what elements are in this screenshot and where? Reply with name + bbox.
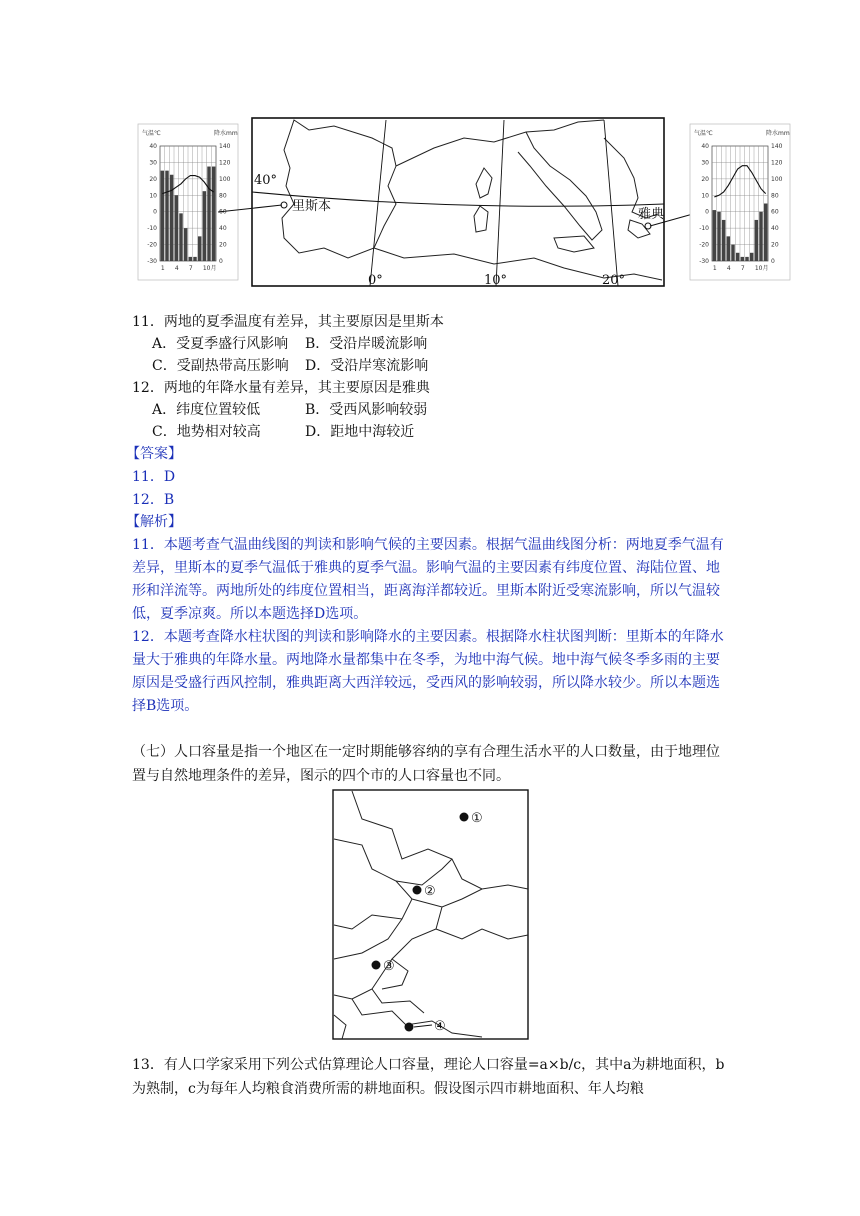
precip-tick-label: 100 (219, 175, 231, 183)
precip-tick-label: 20 (771, 241, 779, 249)
figure-city-map (332, 789, 530, 1041)
precip-bar (722, 220, 725, 261)
precip-bar (741, 257, 744, 261)
precip-tick-label: 60 (219, 208, 227, 216)
question-11-options-row1 (152, 334, 427, 354)
precip-tick-label: 0 (219, 258, 223, 265)
temp-tick-label: 0 (705, 208, 709, 216)
precip-tick-label: 140 (771, 143, 783, 150)
city-3-marker (372, 961, 381, 970)
option-11-c: C．受副热带高压影响 (152, 358, 289, 374)
longitude-label-10: 10° (484, 273, 508, 288)
temp-tick-label: 20 (149, 175, 157, 183)
option-12-b: B．受西风影响较弱 (305, 402, 428, 418)
question-12-options-row2 (152, 422, 414, 442)
precip-bar (745, 257, 748, 261)
climate-chart-lisbon (138, 124, 238, 280)
city-2-label: ② (424, 884, 436, 899)
precip-bar (713, 210, 716, 261)
precip-tick-label: 120 (771, 159, 783, 167)
option-12-c: C．地势相对较高 (152, 424, 261, 440)
precip-bar (198, 236, 201, 261)
temp-tick-label: 20 (701, 175, 709, 183)
precip-bar (727, 236, 730, 261)
answer-12: 12．B (132, 492, 175, 508)
city-4-label: ④ (434, 1019, 446, 1034)
month-tick-label: 7 (188, 265, 193, 272)
option-11-d: D．受沿岸寒流影响 (305, 358, 429, 374)
option-12-a: A．纬度位置较低 (152, 402, 261, 418)
precip-bar (170, 175, 173, 261)
city-1-marker (460, 813, 469, 822)
option-11-b: B．受沿岸暖流影响 (305, 336, 428, 352)
precip-tick-label: 100 (771, 175, 783, 183)
longitude-label-20: 20° (602, 273, 626, 288)
answer-11: 11．D (132, 469, 176, 485)
temp-tick-label: 40 (701, 143, 709, 150)
precip-bar (165, 171, 168, 261)
lisbon-label: 里斯本 (292, 199, 332, 214)
analysis-header: 【解析】 (126, 514, 182, 530)
precip-bar (736, 253, 739, 261)
precip-tick-label: 20 (219, 241, 227, 249)
month-tick-label: 1 (160, 265, 165, 272)
city-3-label: ③ (383, 959, 395, 974)
precip-bar (731, 245, 734, 261)
month-tick-label: 10月 (754, 265, 769, 272)
temp-tick-label: 10 (149, 192, 157, 200)
precip-tick-label: 40 (219, 225, 227, 233)
precip-bar (759, 212, 762, 261)
temp-tick-label: 10 (701, 192, 709, 200)
temp-axis-title: 气温℃ (142, 130, 161, 137)
temp-tick-label: 30 (149, 159, 157, 167)
month-tick-label: 4 (726, 265, 731, 272)
precip-tick-label: 140 (219, 143, 231, 150)
precip-bar (764, 204, 767, 262)
precip-bar (750, 253, 753, 261)
month-tick-label: 7 (740, 265, 745, 272)
analysis-11: 11．本题考查气温曲线图的判读和影响气候的主要因素。根据气温曲线图分析：两地夏季气温有差异，里斯本的夏季气温低于雅典的夏季气温。影响气温的主要因素有纬度位置、海陆位置、地形和洋流等。两地所处的纬度位置相当，距离海洋都较近。里斯本附近受寒流影响，所以气温较低，夏季凉爽。所以本题选择D选项。 (132, 537, 724, 622)
question-11-stem: 11．两地的夏季温度有差异，其主要原因是里斯本 (132, 314, 444, 330)
figure-mediterranean (134, 108, 794, 304)
city-4-marker (405, 1023, 414, 1032)
precip-tick-label: 60 (771, 208, 779, 216)
precip-axis-title: 降水mm (214, 130, 238, 137)
athens-label: 雅典 (638, 207, 665, 222)
section-7-intro: （七）人口容量是指一个地区在一定时期能够容纳的享有合理生活水平的人口数量，由于地理位置与自然地理条件的差异，图示的四个市的人口容量也不同。 (132, 744, 720, 784)
month-tick-label: 4 (174, 265, 179, 272)
longitude-label-0: 0° (368, 273, 383, 288)
temp-tick-label: 40 (149, 143, 157, 150)
precip-bar (207, 167, 210, 261)
month-tick-label: 1 (712, 265, 717, 272)
month-tick-label: 10月 (202, 265, 217, 272)
temp-tick-label: -30 (147, 258, 157, 265)
answer-header: 【答案】 (126, 446, 182, 462)
city-2-marker (413, 886, 422, 895)
question-13: 13．有人口学家采用下列公式估算理论人口容量，理论人口容量=a×b/c，其中a为耕地面积，b为熟制，c为每年人均粮食消费所需的耕地面积。假设图示四市耕地面积、年人均粮 (132, 1057, 725, 1097)
climate-chart-athens (690, 124, 790, 280)
precip-bar (212, 167, 215, 261)
precip-bar (203, 191, 206, 261)
temp-tick-label: -20 (147, 241, 157, 249)
option-12-d: D．距地中海较近 (305, 424, 415, 440)
precip-tick-label: 80 (219, 192, 227, 200)
temp-tick-label: 30 (701, 159, 709, 167)
precip-bar (175, 195, 178, 261)
precip-tick-label: 80 (771, 192, 779, 200)
question-12-stem: 12．两地的年降水量有差异，其主要原因是雅典 (132, 380, 430, 396)
temp-tick-label: -20 (699, 241, 709, 249)
temp-tick-label: -10 (147, 225, 157, 233)
precip-axis-title: 降水mm (766, 130, 790, 137)
precip-bar (189, 257, 192, 261)
precip-tick-label: 40 (771, 225, 779, 233)
temp-tick-label: -10 (699, 225, 709, 233)
question-11-options-row2 (152, 356, 428, 376)
temp-tick-label: -30 (699, 258, 709, 265)
latitude-label: 40° (254, 173, 278, 188)
question-12-options-row1 (152, 400, 427, 420)
precip-tick-label: 120 (219, 159, 231, 167)
temp-axis-title: 气温℃ (694, 130, 713, 137)
analysis-12: 12．本题考查降水柱状图的判读和影响降水的主要因素。根据降水柱状图判断：里斯本的年降水量大于雅典的年降水量。两地降水量都集中在冬季，为地中海气候。地中海气候冬季多雨的主要原因是受盛行西风控制，雅典距离大西洋较远，受西风的影响较弱，所以降水较少。所以本题选择B选项。 (132, 629, 724, 714)
precip-bar (184, 228, 187, 261)
city-1-label: ① (471, 811, 483, 826)
map-southern-europe (218, 118, 700, 288)
precip-tick-label: 0 (771, 258, 775, 265)
precip-bar (717, 212, 720, 261)
precip-bar (161, 171, 164, 261)
precip-bar (179, 213, 182, 261)
option-11-a: A．受夏季盛行风影响 (152, 336, 289, 352)
temp-tick-label: 0 (153, 208, 157, 216)
precip-bar (755, 220, 758, 261)
precip-bar (193, 257, 196, 261)
